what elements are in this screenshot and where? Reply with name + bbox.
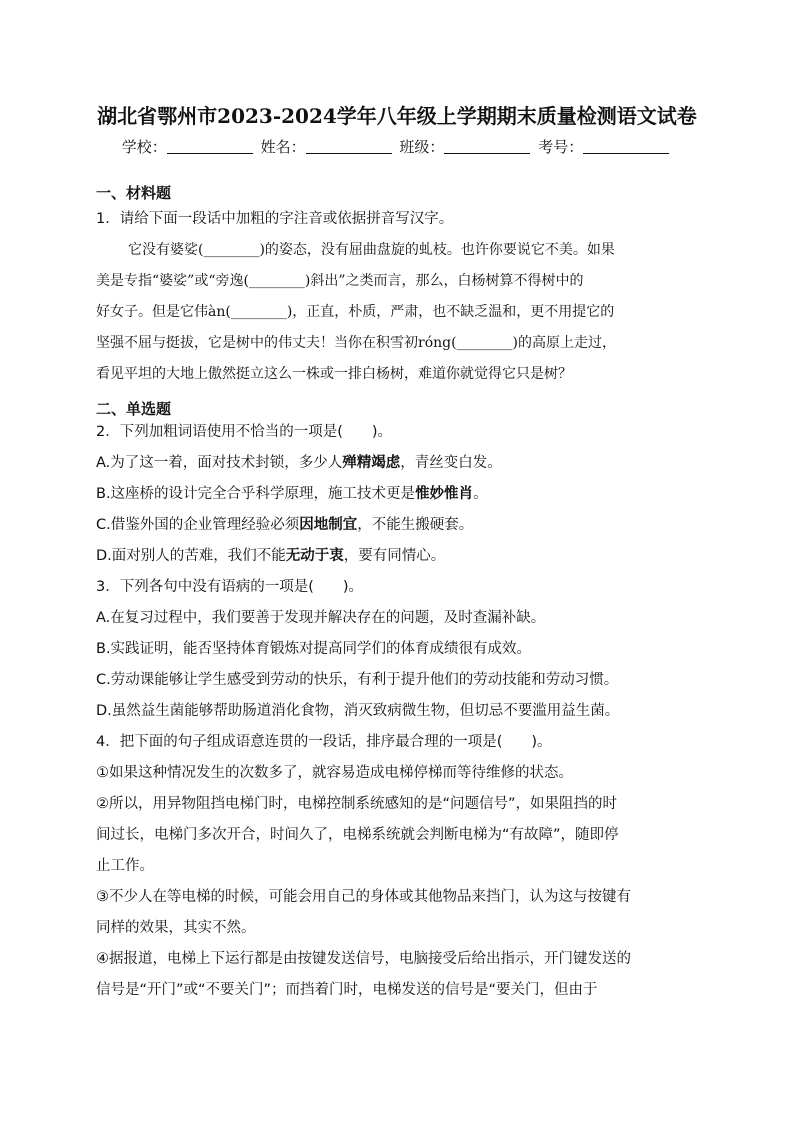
option-d: D.虽然益生菌能够帮助肠道消化食物，消灭致病微生物，但切忌不要滥用益生菌。	[96, 703, 620, 719]
option-c: C.借鉴外国的企业管理经验必须因地制宜，不能生搬硬套。	[96, 517, 474, 533]
exam-no-blank[interactable]	[583, 139, 669, 154]
option-b: B.实践证明，能否坚持体育锻炼对提高同学们的体育成绩很有成效。	[96, 641, 532, 657]
class-label: 班级：	[399, 138, 445, 156]
option-a: A.为了这一着，面对技术封锁，多少人殚精竭虑，青丝变白发。	[96, 455, 502, 471]
sentence-line: ③不少人在等电梯的时候，可能会用自己的身体或其他物品来挡门，认为这与按键有	[96, 889, 631, 905]
sentence-line: 信号是“开门”或“不要关门”；而挡着门时，电梯发送的信号是“要关门，但由于	[96, 982, 598, 998]
sentence-line: ④据报道，电梯上下运行都是由按键发送信号，电脑接受后给出指示，开门键发送的	[96, 951, 631, 967]
name-blank[interactable]	[306, 139, 392, 154]
sentence-line: ①如果这种情况发生的次数多了，就容易造成电梯停梯而等待维修的状态。	[96, 765, 573, 781]
section-heading-1: 一、材料题	[96, 184, 172, 202]
sentence-line: 同样的效果，其实不然。	[96, 920, 256, 936]
question-1-stem: 1．请给下面一段话中加粗的字注音或依据拼音写汉字。	[96, 211, 454, 227]
name-label: 姓名：	[260, 138, 306, 156]
option-d: D.面对别人的苦难，我们不能无动于衷，要有同情心。	[96, 548, 446, 564]
page-title: 湖北省鄂州市2023-2024学年八年级上学期期末质量检测语文试卷	[97, 104, 697, 128]
school-blank[interactable]	[167, 139, 253, 154]
section-heading-2: 二、单选题	[96, 400, 172, 418]
school-label: 学校：	[121, 138, 167, 156]
bold-term: 无动于衷	[285, 548, 344, 564]
class-blank[interactable]	[444, 139, 530, 154]
sentence-line: ②所以，用异物阻挡电梯门时，电梯控制系统感知的是“问题信号”，如果阻挡的时	[96, 796, 618, 812]
passage-line: 美是专指“婆娑”或“旁逸(________)斜出”之类而言，那么，白杨树算不得树中的	[96, 273, 584, 289]
passage-line: 它没有婆娑(________)的姿态，没有屈曲盘旋的虬枝。也许你要说它不美。如果	[128, 242, 615, 258]
sentence-line: 间过长，电梯门多次开合，时间久了，电梯系统就会判断电梯为“有故障”，随即停	[96, 827, 619, 843]
student-info-row	[0, 136, 794, 157]
sentence-line: 止工作。	[96, 858, 154, 874]
option-a: A.在复习过程中，我们要善于发现并解决存在的问题，及时查漏补缺。	[96, 610, 546, 626]
bold-term: 因地制宜	[299, 517, 358, 533]
passage-line: 看见平坦的大地上傲然挺立这么一株或一排白杨树，难道你就觉得它只是树？	[96, 366, 572, 382]
exam-no-label: 考号：	[538, 138, 584, 156]
option-b: B.这座桥的设计完全合乎科学原理，施工技术更是惟妙惟肖。	[96, 486, 488, 502]
question-2-stem: 2．下列加粗词语使用不恰当的一项是( )。	[96, 424, 393, 440]
question-4-stem: 4．把下面的句子组成语意连贯的一段话，排序最合理的一项是( )。	[96, 734, 552, 750]
bold-term: 惟妙惟肖	[415, 486, 474, 502]
option-c: C.劳动课能够让学生感受到劳动的快乐，有利于提升他们的劳动技能和劳动习惯。	[96, 672, 619, 688]
passage-line: 好女子。但是它伟àn(________)，正直，朴质，严肃，也不缺乏温和，更不用提它的	[96, 304, 615, 320]
question-3-stem: 3．下列各句中没有语病的一项是( )。	[96, 579, 364, 595]
passage-line: 坚强不屈与挺拔，它是树中的伟丈夫！当你在积雪初róng(________)的高原上走过，	[96, 335, 617, 351]
bold-term: 殚精竭虑	[342, 455, 401, 471]
